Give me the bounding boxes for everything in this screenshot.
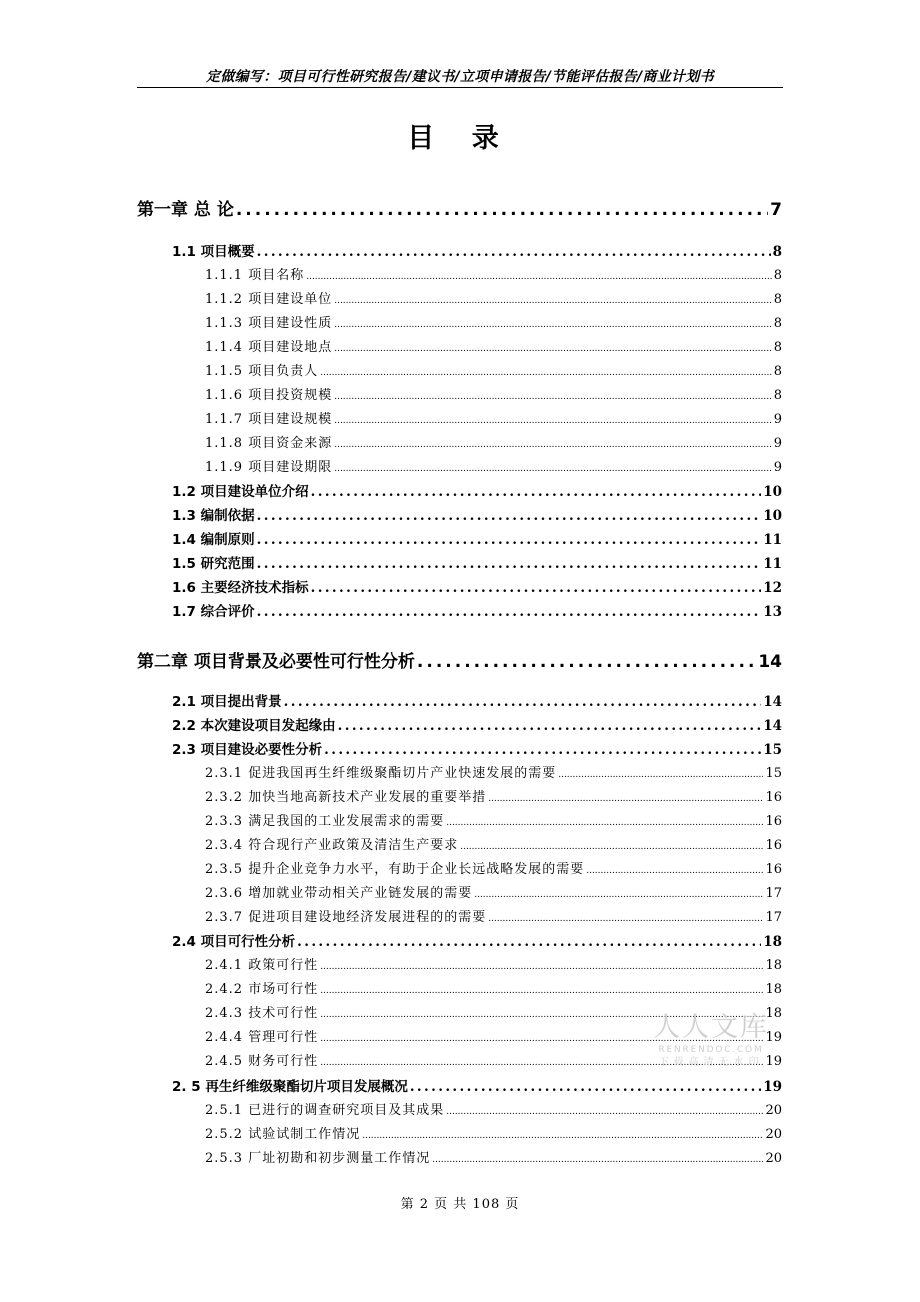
toc-page: 8: [773, 340, 782, 355]
toc-label: 1.1.8 项目资金来源: [205, 436, 333, 451]
toc-page: 16: [765, 814, 782, 829]
toc-label: 1.1.9 项目建设期限: [205, 460, 333, 475]
toc-entry-1-1-7[interactable]: [205, 408, 782, 427]
toc-page: 18: [763, 934, 782, 950]
toc-entry-2-3-7[interactable]: [205, 906, 782, 925]
toc-leader: [334, 416, 772, 426]
toc-page: 18: [765, 982, 782, 997]
toc-label: 1.1 项目概要: [172, 244, 255, 260]
toc-page: 8: [773, 268, 782, 283]
toc-label: 2.4.1 政策可行性: [205, 958, 319, 973]
toc-leader: [460, 842, 763, 852]
toc-label: 1.1.7 项目建设规模: [205, 412, 333, 427]
toc-label: 1.1.3 项目建设性质: [205, 316, 333, 331]
toc-label: 2.4.5 财务可行性: [205, 1054, 319, 1069]
toc-entry-1-6[interactable]: [172, 576, 782, 596]
toc-page: 9: [773, 460, 782, 475]
toc-leader: [446, 818, 763, 828]
toc-label: 2.4.3 技术可行性: [205, 1006, 319, 1021]
toc-entry-2-3[interactable]: [172, 738, 782, 758]
toc-chapter-1[interactable]: [137, 195, 782, 220]
toc-leader: [338, 718, 762, 734]
toc-leader: [320, 962, 763, 972]
toc-entry-2-5[interactable]: [172, 1075, 782, 1095]
toc-leader: [324, 742, 761, 758]
toc-entry-2-4-2[interactable]: [205, 978, 782, 997]
toc-label: 1.1.2 项目建设单位: [205, 292, 333, 307]
toc-page: 15: [763, 742, 782, 758]
toc-page: 9: [773, 412, 782, 427]
toc-leader: [488, 794, 763, 804]
toc-page: 18: [765, 1006, 782, 1021]
toc-page: 16: [765, 838, 782, 853]
toc-entry-1-3[interactable]: [172, 504, 782, 524]
toc-entry-1-1-9[interactable]: [205, 456, 782, 475]
toc-leader: [334, 440, 772, 450]
toc-entry-2-1[interactable]: [172, 690, 782, 710]
toc-page: 8: [773, 364, 782, 379]
toc-entry-1-4[interactable]: [172, 528, 782, 548]
toc-label: 1.7 综合评价: [172, 604, 255, 620]
toc-label: 1.6 主要经济技术指标: [172, 580, 309, 596]
watermark-url: RENRENDOC.COM: [658, 1045, 764, 1055]
toc-entry-1-7[interactable]: [172, 600, 782, 620]
toc-page: 20: [765, 1127, 782, 1142]
toc-leader: [257, 244, 771, 260]
toc-leader: [284, 694, 762, 710]
toc-label: 1.1.6 项目投资规模: [205, 388, 333, 403]
toc-entry-1-1-5[interactable]: [205, 360, 782, 379]
toc-leader: [334, 392, 772, 402]
watermark-logo: [641, 1012, 781, 1070]
toc-entry-2-3-1[interactable]: [205, 762, 782, 781]
toc-leader: [432, 1155, 763, 1165]
toc-label: 2.1 项目提出背景: [172, 694, 282, 710]
toc-page: 7: [770, 200, 782, 220]
toc-leader: [236, 200, 768, 220]
toc-label: 2.4 项目可行性分析: [172, 934, 296, 950]
toc-label: 1.2 项目建设单位介绍: [172, 484, 309, 500]
toc-entry-1-1-2[interactable]: [205, 288, 782, 307]
toc-page: 19: [763, 1079, 782, 1095]
page-footer: 第 2 页 共 108 页: [400, 1197, 520, 1212]
toc-label: 1.3 编制依据: [172, 508, 255, 524]
toc-page: 15: [765, 766, 782, 781]
toc-leader: [311, 484, 762, 500]
toc-page: 16: [765, 862, 782, 877]
header-rule: [137, 87, 783, 88]
toc-page: 9: [773, 436, 782, 451]
toc-leader: [334, 344, 772, 354]
toc-page: 16: [765, 790, 782, 805]
toc-label: 1.1.5 项目负责人: [205, 364, 319, 379]
toc-chapter-2[interactable]: [137, 647, 782, 672]
toc-leader: [410, 1079, 761, 1095]
toc-page: 8: [773, 292, 782, 307]
toc-page: 11: [763, 556, 782, 572]
toc-leader: [362, 1131, 763, 1141]
toc-leader: [334, 296, 772, 306]
toc-label: 第一章 总 论: [137, 200, 234, 220]
toc-label: 2. 5 再生纤维级聚酯切片项目发展概况: [172, 1079, 408, 1095]
toc-page: 14: [763, 718, 782, 734]
toc-leader: [320, 368, 772, 378]
toc-entry-1-1-1[interactable]: [205, 264, 782, 283]
toc-page: 19: [765, 1054, 782, 1069]
toc-entry-1-1[interactable]: [172, 240, 782, 260]
toc-entry-2-4[interactable]: [172, 930, 782, 950]
toc-leader: [257, 604, 762, 620]
toc-label: 1.1.1 项目名称: [205, 268, 305, 283]
toc-leader: [297, 934, 761, 950]
toc-page: 8: [772, 244, 782, 260]
toc-leader: [334, 464, 772, 474]
toc-leader: [257, 508, 762, 524]
toc-entry-1-2[interactable]: [172, 480, 782, 500]
toc-entry-2-3-3[interactable]: [205, 810, 782, 829]
toc-page: 17: [765, 910, 782, 925]
toc-leader: [558, 770, 763, 780]
toc-label: 2.3.5 提升企业竞争力水平，有助于企业长远战略发展的需要: [205, 862, 585, 877]
toc-page: 18: [765, 958, 782, 973]
toc-page: 12: [763, 580, 782, 596]
toc-page: 11: [763, 532, 782, 548]
toc-entry-2-5-3[interactable]: [205, 1147, 782, 1166]
toc-leader: [306, 272, 772, 282]
toc-entry-2-3-4[interactable]: [205, 834, 782, 853]
toc-leader: [257, 532, 762, 548]
page-header: 定做编写：项目可行性研究报告/建议书/立项申请报告/节能评估报告/商业计划书: [206, 69, 714, 85]
toc-label: 2.3.7 促进项目建设地经济发展进程的的需要: [205, 910, 487, 925]
toc-title: 目 录: [407, 123, 513, 154]
toc-label: 2.3.3 满足我国的工业发展需求的需要: [205, 814, 445, 829]
toc-page: 8: [773, 388, 782, 403]
toc-label: 2.5.2 试验试制工作情况: [205, 1127, 361, 1142]
toc-entry-1-1-4[interactable]: [205, 336, 782, 355]
toc-leader: [320, 986, 763, 996]
toc-page: 17: [765, 886, 782, 901]
toc-page: 10: [763, 508, 782, 524]
toc-entry-2-2[interactable]: [172, 714, 782, 734]
toc-label: 2.3.6 增加就业带动相关产业链发展的需要: [205, 886, 473, 901]
toc-label: 2.3.4 符合现行产业政策及清洁生产要求: [205, 838, 459, 853]
toc-label: 1.5 研究范围: [172, 556, 255, 572]
toc-page: 19: [765, 1030, 782, 1045]
toc-label: 1.1.4 项目建设地点: [205, 340, 333, 355]
toc-entry-2-3-2[interactable]: [205, 786, 782, 805]
toc-entry-2-5-1[interactable]: [205, 1099, 782, 1118]
toc-leader: [446, 1107, 763, 1117]
toc-page: 8: [773, 316, 782, 331]
toc-leader: [417, 652, 756, 672]
toc-page: 14: [758, 652, 782, 672]
toc-label: 2.5.1 已进行的调查研究项目及其成果: [205, 1103, 445, 1118]
toc-label: 2.3 项目建设必要性分析: [172, 742, 323, 758]
toc-entry-1-1-3[interactable]: [205, 312, 782, 331]
toc-leader: [311, 580, 762, 596]
toc-entry-2-3-5[interactable]: [205, 858, 782, 877]
toc-label: 2.3.1 促进我国再生纤维级聚酯切片产业快速发展的需要: [205, 766, 557, 781]
watermark-main: 人人文库: [653, 1012, 769, 1043]
toc-entry-1-1-8[interactable]: [205, 432, 782, 451]
toc-label: 2.5.3 厂址初勘和初步测量工作情况: [205, 1151, 431, 1166]
toc-label: 2.3.2 加快当地高新技术产业发展的重要举措: [205, 790, 487, 805]
toc-page: 20: [765, 1103, 782, 1118]
toc-page: 14: [763, 694, 782, 710]
toc-entry-2-5-2[interactable]: [205, 1123, 782, 1142]
toc-label: 1.4 编制原则: [172, 532, 255, 548]
toc-label: 2.4.2 市场可行性: [205, 982, 319, 997]
toc-page: 13: [763, 604, 782, 620]
toc-leader: [586, 866, 763, 876]
toc-label: 2.2 本次建设项目发起缘由: [172, 718, 336, 734]
toc-label: 2.4.4 管理可行性: [205, 1030, 319, 1045]
toc-entry-1-5[interactable]: [172, 552, 782, 572]
watermark-tagline: 下载高清无水印: [658, 1057, 764, 1068]
toc-leader: [334, 320, 772, 330]
toc-page: 20: [765, 1151, 782, 1166]
toc-leader: [474, 890, 763, 900]
toc-entry-1-1-6[interactable]: [205, 384, 782, 403]
toc-leader: [488, 914, 763, 924]
toc-page: 10: [763, 484, 782, 500]
toc-entry-2-4-1[interactable]: [205, 954, 782, 973]
toc-leader: [257, 556, 762, 572]
toc-label: 第二章 项目背景及必要性可行性分析: [137, 652, 415, 672]
toc-entry-2-3-6[interactable]: [205, 882, 782, 901]
